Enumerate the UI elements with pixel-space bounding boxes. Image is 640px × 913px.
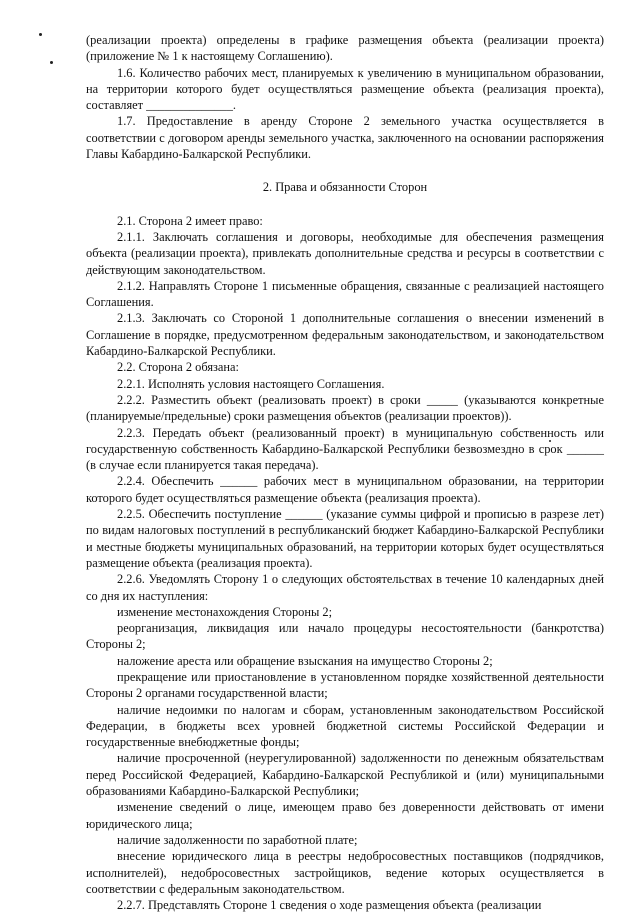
paragraph-1-7: 1.7. Предоставление в аренду Стороне 2 земельного участка осуществляется в соответствии с договором аренды земельного участка, заключенного на основании распоряжения Главы Кабардино-Балкарской Республики. bbox=[86, 114, 604, 162]
paragraph-1-6: 1.6. Количество рабочих мест, планируемых к увеличению в муниципальном образовании, на территории которого будет осуществляться размещение объекта (реализация проекта), составляет ______________. bbox=[86, 65, 604, 113]
list-item: наложение ареста или обращение взыскания на имущество Стороны 2; bbox=[117, 653, 493, 668]
list-item: изменение местонахождения Стороны 2; bbox=[117, 604, 333, 619]
scan-mark bbox=[549, 440, 551, 442]
list-item: внесение юридического лица в реестры недобросовестных поставщиков (подрядчиков, исполнителей), недобросовестных застройщиков, ведение которых осуществляется в соответствии с федеральным законодательством. bbox=[86, 849, 604, 896]
paragraph-2-2-7: 2.2.7. Представлять Стороне 1 сведения о ходе размещения объекта (реализации bbox=[117, 898, 542, 913]
paragraph-continuation: (реализации проекта) определены в графике размещения объекта (реализации проекта) (приложение № 1 к настоящему Соглашению). bbox=[86, 33, 604, 64]
paragraph-2-2-4: 2.2.4. Обеспечить ______ рабочих мест в муниципальном образовании, на территории которого будет осуществляться размещение объекта (реализация проекта). bbox=[86, 474, 604, 505]
paragraph-2-2-2: 2.2.2. Разместить объект (реализовать проект) в сроки _____ (указываются конкретные (планируемые/предельные) сроки размещения объектов (реализации проектов)). bbox=[86, 392, 604, 424]
paragraph-2-2-5: 2.2.5. Обеспечить поступление ______ (указание суммы цифрой и прописью в разрезе лет) по видам налоговых поступлений в республиканский бюджет Кабардино-Балкарской Республики и местные бюджеты муниципальных образований, на территории которых будет осуществляться размещение объекта (реализация проекта). bbox=[86, 507, 604, 570]
paragraph-2-2: 2.2. Сторона 2 обязана: bbox=[117, 360, 240, 375]
list-item: наличие недоимки по налогам и сборам, установленным законодательством Российской Федерации, в бюджеты всех уровней бюджетной системы Российской Федерации и государственные внебюджетные фонды; bbox=[86, 702, 604, 750]
paragraph-2-2-6: 2.2.6. Уведомлять Сторону 1 о следующих обстоятельствах в течение 10 календарных дней со дня их наступления: bbox=[86, 572, 604, 603]
section-heading-2: 2. Права и обязанности Сторон bbox=[262, 180, 428, 195]
paragraph-2-2-3: 2.2.3. Передать объект (реализованный проект) в муниципальную собственность или государственную собственность Кабардино-Балкарской Республики безвозмездно в срок ______ (в случае если планируется такая передача). bbox=[86, 425, 604, 473]
paragraph-2-2-1: 2.2.1. Исполнять условия настоящего Соглашения. bbox=[117, 376, 385, 391]
paragraph-2-1-2: 2.1.2. Направлять Стороне 1 письменные обращения, связанные с реализацией настоящего Соглашения. bbox=[86, 278, 604, 310]
paragraph-2-1: 2.1. Сторона 2 имеет право: bbox=[117, 213, 263, 228]
paragraph-2-1-3: 2.1.3. Заключать со Стороной 1 дополнительные соглашения о внесении изменений в Соглашение в порядке, предусмотренном федеральным законодательством, и законодательством Кабардино-Балкарской Республики. bbox=[86, 311, 604, 359]
list-item: наличие задолженности по заработной плате; bbox=[117, 832, 358, 847]
list-item: реорганизация, ликвидация или начало процедуры несостоятельности (банкротства) Стороны 2; bbox=[86, 621, 604, 652]
paragraph-2-1-1: 2.1.1. Заключать соглашения и договоры, необходимые для обеспечения размещения объекта (реализации проекта), привлекать дополнительные средства и ресурсы в соответствии с действующим законодательством. bbox=[86, 229, 604, 277]
scan-mark bbox=[50, 61, 53, 64]
list-item: наличие просроченной (неурегулированной) задолженности по денежным обязательствам перед Российской Федерацией, Кабардино-Балкарской Республикой и (или) муниципальными образованиями Кабардино-Балкарской Республики; bbox=[86, 751, 604, 799]
list-item: прекращение или приостановление в установленном порядке хозяйственной деятельности Стороны 2 органами государственной власти; bbox=[86, 669, 604, 701]
list-item: изменение сведений о лице, имеющем право без доверенности действовать от имени юридического лица; bbox=[86, 800, 604, 831]
scan-mark bbox=[39, 33, 42, 36]
